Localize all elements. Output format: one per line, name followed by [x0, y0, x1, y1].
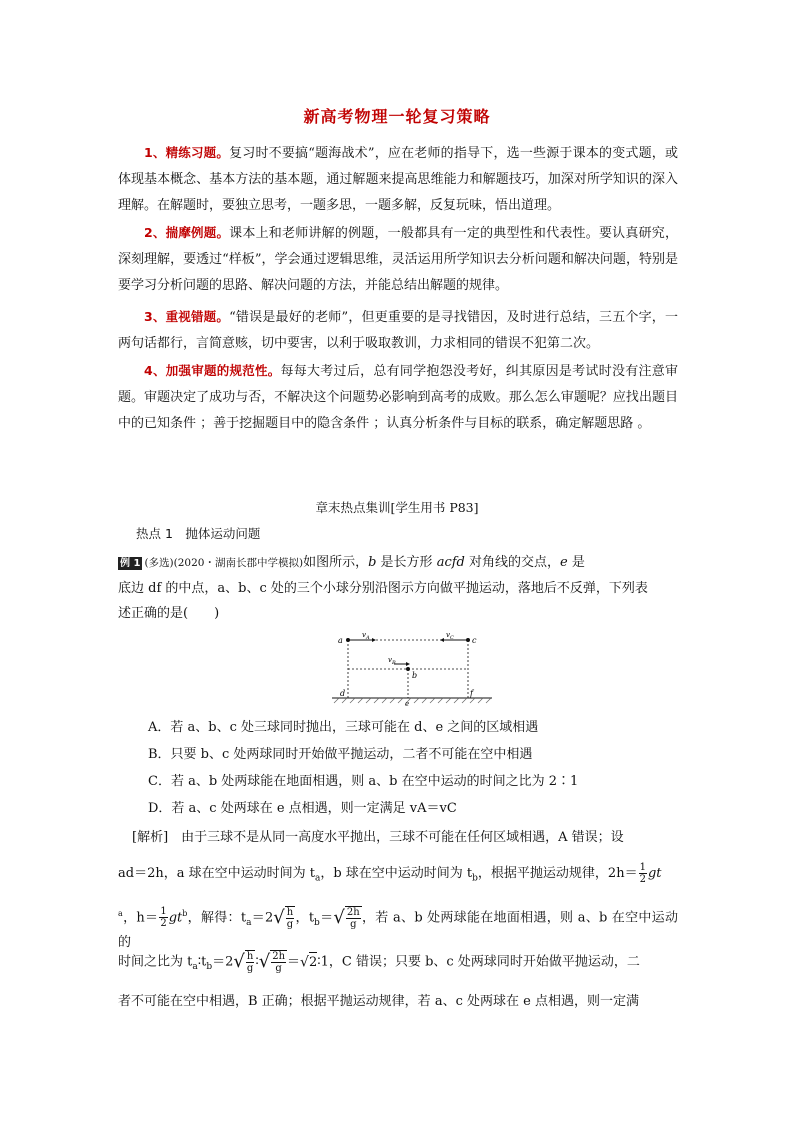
sol-text: ＝2: [212, 954, 234, 970]
sqrt-h-over-g: √ $\frac{h}{g}$: [273, 906, 294, 930]
sqrt-body: 2: [309, 952, 317, 973]
strategy-4-label: 4、加强审题的规范性: [144, 363, 268, 378]
strategy-1-text: 复习时不要搞“题海战术”，应在老师的指导下，选一些源于课本的变式题，或体现基本概念、基本方法的基本题，通过解题来提高思维能力和解题技巧，加深对所学知识的深入理解。在解题时，要独立思考，一题多思，一题多解，反复玩味，悟出道理。: [118, 146, 678, 213]
sqrt-2h-over-g: √ $\frac{2h}{g}$: [258, 951, 286, 974]
label-b: b: [412, 671, 418, 680]
solution-line-4: [118, 950, 678, 977]
strategy-3-text: “错误是最好的老师”，但更重要的是寻找错因，及时进行总结，三五个字，一两句话都行，言简意赅，切中要害，以利于吸取教训，力求相同的错误不犯第二次。: [118, 310, 678, 351]
sol-text: gt: [168, 910, 183, 926]
label-a: a: [338, 636, 343, 645]
frac-den: 2: [639, 874, 646, 885]
sol-text: ＝: [287, 954, 301, 970]
sol-sup: a: [118, 909, 123, 918]
sol-text: ，解得：t: [187, 910, 247, 926]
frac-den: g: [286, 918, 294, 930]
option-a: A．若 a、b、c 处三球同时抛出，三球可能在 d、e 之间的区域相遇: [148, 720, 539, 735]
option-d: D．若 a、c 处两球在 e 点相遇，则一定满足 vA＝vC: [148, 801, 457, 816]
sol-text: 时间之比为 t: [118, 954, 193, 970]
strategy-1: 1、精练习题。复习时不要搞“题海战术”，应在老师的指导下，选一些源于课本的变式题，或体现基本概念、基本方法的基本题，通过解题来提高思维能力和解题技巧，加深对所学知识的深入理解。在解题时，要独立思考，一题多思，一题多解，反复玩味，悟出道理。: [118, 145, 678, 213]
solution-line-1: [解析] 由于三球不是从同一高度水平抛出，三球不可能在任何区域相遇，A 错误；设: [132, 830, 624, 845]
sqrt-2: √2: [300, 952, 317, 973]
example-source: (2020・湖南长郡中学模拟): [173, 557, 304, 569]
stem-var: e: [560, 555, 568, 570]
strategy-4-text: 每每大考过后，总有同学抱怨没考好，纠其原因是考试时没有注意审题。审题决定了成功与否，不解决这个问题势必影响到高考的成败。那么怎么审题呢？应找出题目中的已知条件 ；善于挖掘题目中的隐含条件 ；认真分析条件与目标的联系，确定解题思路 。: [118, 364, 678, 431]
label-c: c: [472, 636, 477, 645]
arrowhead-c: [440, 638, 444, 642]
frac-num: h: [286, 906, 294, 918]
sol-sub: b: [314, 917, 320, 928]
solution-line-5: 者不可能在空中相遇，B 正确；根据平抛运动规律，若 a、c 处两球在 e 点相遇，则一定满: [118, 994, 639, 1009]
frac-num: 1: [639, 862, 646, 873]
example-stem: [118, 550, 678, 626]
stem-var: b: [368, 555, 377, 570]
sol-text: ，b 球在空中运动时间为 t: [320, 866, 473, 881]
frac-num: h: [246, 951, 254, 962]
sol-text: ＝2: [251, 910, 274, 926]
solution-line-2: [118, 862, 678, 889]
sol-text: ，根据平抛运动规律，2h＝: [477, 866, 638, 881]
sol-text: ＝: [319, 910, 334, 926]
sol-text: gt: [647, 866, 662, 881]
sol-sub: b: [472, 873, 478, 884]
example-badge: 例 1: [120, 558, 141, 569]
frac-num: 2h: [346, 906, 360, 918]
option-c: C．若 a、b 处两球能在地面相遇，则 a、b 在空中运动的时间之比为 2∶1: [148, 774, 579, 789]
sol-text: ，若 a、b 处两球能在地面相遇，则 a、b 在空中运动的: [118, 910, 678, 950]
ball-b: [406, 667, 410, 671]
ball-c: [466, 638, 470, 642]
sol-text: ∶: [255, 954, 259, 970]
frac-den: g: [350, 918, 357, 930]
label-va: $v_A$: [362, 631, 370, 641]
sol-text: ∶t: [197, 954, 207, 970]
strategy-3-label: 3、重视错题: [144, 309, 217, 324]
arrowhead-b: [406, 662, 410, 666]
strategy-3: 3、重视错题。“错误是最好的老师”，但更重要的是寻找错因，及时进行总结，三五个字，一两句话都行，言简意赅，切中要害，以利于吸取教训，力求相同的错误不犯第二次。: [118, 309, 678, 351]
arrowhead-a: [372, 638, 376, 642]
fraction-half: [159, 906, 167, 929]
sol-text: ad＝2h，a 球在空中运动时间为 t: [118, 866, 315, 881]
label-d: d: [340, 689, 346, 698]
label-vc: $v_C$: [446, 631, 454, 641]
page-title: 新高考物理一轮复习策略: [303, 107, 491, 126]
hotspot-heading: 热点 1 抛体运动问题: [136, 526, 261, 541]
stem-text: 是长方形: [376, 555, 437, 570]
sol-sub: b: [206, 962, 213, 973]
strategy-1-label: 1、精练习题: [144, 145, 217, 160]
label-f: f: [470, 689, 473, 698]
frac-num: 2h: [272, 951, 286, 962]
sol-sub: a: [314, 873, 321, 884]
sol-sub: a: [246, 917, 252, 928]
stem-line-2: 底边 df 的中点，a、b、c 处的三个小球分别沿图示方向做平抛运动，落地后不反弹，下列表: [118, 581, 648, 596]
stem-text: 是: [567, 555, 585, 570]
stem-var: acfd: [436, 555, 465, 570]
frac-den: g: [246, 963, 254, 974]
strategy-2-label: 2、揣摩例题: [144, 225, 217, 240]
stem-text: 如图所示，: [303, 555, 369, 570]
label-e: e: [405, 700, 410, 706]
sqrt-2h-over-g: √ $\frac{2h}{g}$: [333, 906, 360, 930]
sol-text: ∶1，C 错误；只要 b、c 处两球同时开始做平抛运动，二: [317, 954, 640, 970]
chapter-heading: 章末热点集训[学生用书 P83]: [315, 500, 479, 515]
sol-text: ，t: [295, 910, 315, 926]
strategy-2-text: 课本上和老师讲解的例题，一般都具有一定的典型性和代表性。要认真研究，深刻理解，要透过“样板”，学会通过逻辑思维，灵活运用所学知识去分析问题和解决问题，特别是要学习分析问题的思路、解决问题的方法，并能总结出解题的规律。: [118, 226, 678, 293]
sol-text: ，h＝: [122, 910, 159, 926]
sol-sub: a: [192, 962, 198, 973]
stem-text: 对角线的交点，: [464, 555, 560, 570]
frac-den: 2: [160, 918, 167, 930]
frac-den: g: [275, 963, 282, 974]
stem-line-3: 述正确的是( ): [118, 606, 220, 621]
projectile-diagram: [332, 626, 492, 706]
solution-line-3: [118, 904, 678, 953]
frac-num: 1: [160, 906, 167, 918]
example-tag: (多选): [144, 557, 174, 569]
ground-hatch: [334, 698, 491, 703]
strategy-4: 4、加强审题的规范性。每每大考过后，总有同学抱怨没考好，纠其原因是考试时没有注意审题。审题决定了成功与否，不解决这个问题势必影响到高考的成败。那么怎么审题呢？应找出题目中的已知条件 ；善于挖掘题目中的隐含条件 ；认真分析条件与目标的联系，确定解题思路 。: [118, 363, 678, 431]
strategy-2: 2、揣摩例题。课本上和老师讲解的例题，一般都具有一定的典型性和代表性。要认真研究，深刻理解，要透过“样板”，学会通过逻辑思维，灵活运用所学知识去分析问题和解决问题，特别是要学习分析问题的思路、解决问题的方法，并能总结出解题的规律。: [118, 225, 678, 293]
sqrt-h-over-g: √ $\frac{h}{g}$: [233, 951, 254, 974]
ball-a: [346, 638, 350, 642]
sol-sup: b: [182, 909, 188, 918]
fraction-half: [639, 862, 647, 885]
option-b: B．只要 b、c 处两球同时开始做平抛运动，二者不可能在空中相遇: [148, 747, 533, 762]
label-vb: $v_B$: [388, 656, 396, 666]
